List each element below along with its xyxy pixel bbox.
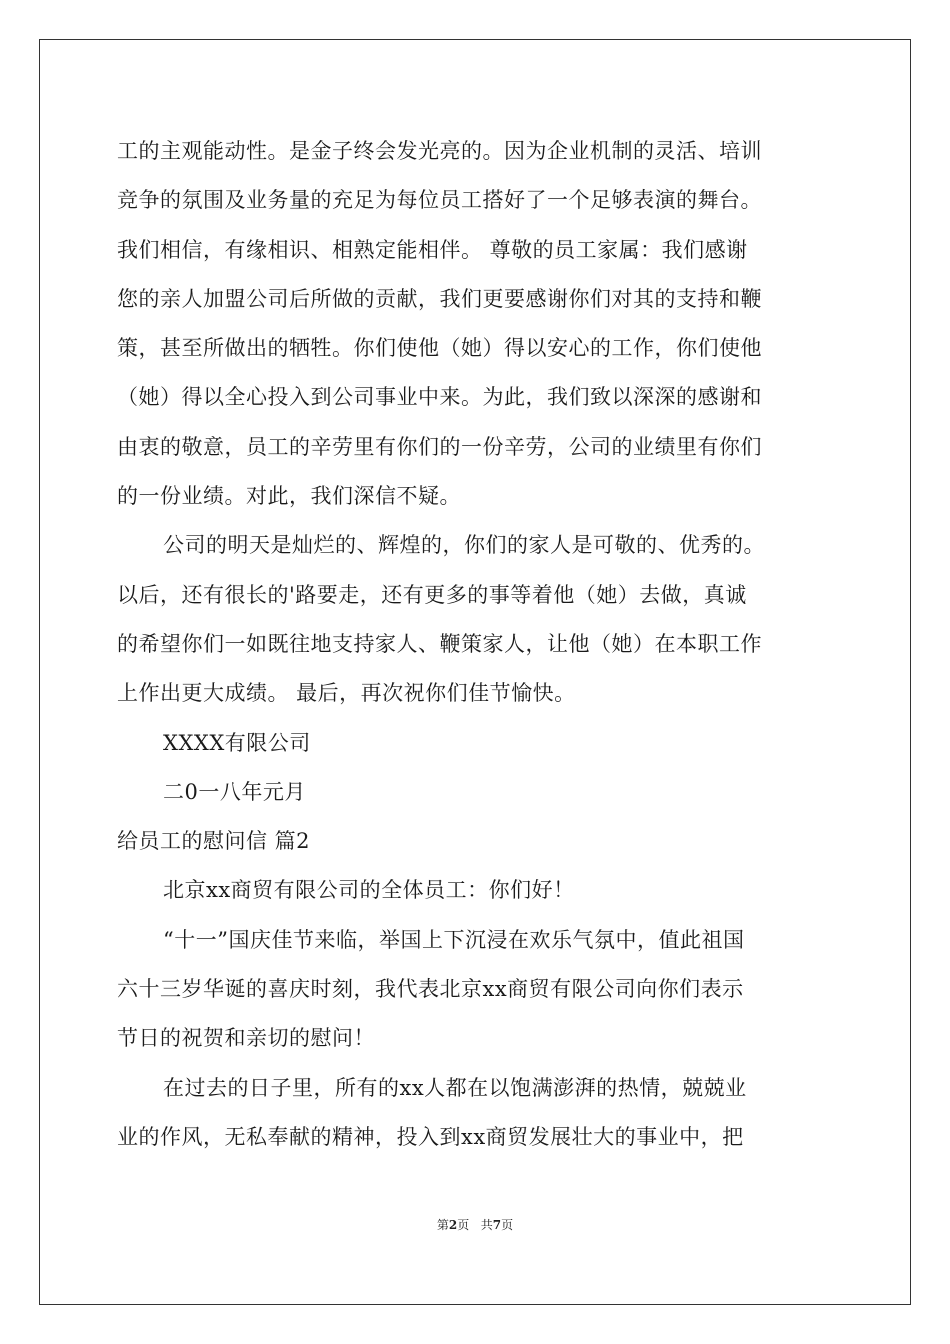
text-line: 二0一八年元月	[163, 779, 306, 804]
text-line: 六十三岁华诞的喜庆时刻，我代表北京xx商贸有限公司向你们表示	[117, 977, 744, 1002]
text-line: 北京xx商贸有限公司的全体员工：你们好！	[163, 878, 575, 903]
text-line: 我们相信，有缘相识、相熟定能相伴。 尊敬的员工家属：我们感谢	[117, 237, 748, 262]
text-line: “十一”国庆佳节来临，举国上下沉浸在欢乐气氛中，值此祖国	[163, 927, 745, 952]
text-line: 给员工的慰问信 篇2	[117, 829, 311, 854]
current-page-number: 2	[448, 1218, 458, 1232]
text-line: 竞争的氛围及业务量的充足为每位员工搭好了一个足够表演的舞台。	[117, 188, 762, 213]
footer-total-prefix: 共	[480, 1218, 493, 1232]
text-line: 上作出更大成绩。 最后，再次祝你们佳节愉快。	[117, 681, 576, 706]
footer-total-suffix: 页	[501, 1218, 514, 1232]
text-line: 公司的明天是灿烂的、辉煌的，你们的家人是可敬的、优秀的。	[163, 533, 765, 558]
text-line: 策，甚至所做出的牺牲。你们使他（她）得以安心的工作，你们使他	[117, 336, 762, 361]
text-line: 节日的祝贺和亲切的慰问！	[117, 1026, 375, 1051]
text-line: 在过去的日子里，所有的xx人都在以饱满澎湃的热情，兢兢业	[163, 1075, 747, 1100]
text-line: （她）得以全心投入到公司事业中来。为此，我们致以深深的感谢和	[117, 385, 762, 410]
total-pages-number: 7	[492, 1218, 502, 1232]
text-line: 工的主观能动性。是金子终会发光亮的。因为企业机制的灵活、培训	[117, 139, 762, 163]
text-line: 业的作风，无私奉献的精神，投入到xx商贸发展壮大的事业中，把	[117, 1124, 744, 1149]
text-line: 以后，还有很长的'路要走，还有更多的事等着他（她）去做，真诚	[117, 582, 747, 607]
text-line: 由衷的敬意，员工的辛劳里有你们的一份辛劳，公司的业绩里有你们	[117, 434, 762, 459]
document-body	[117, 127, 835, 1162]
page-footer	[0, 1217, 950, 1233]
text-line: 您的亲人加盟公司后所做的贡献，我们更要感谢你们对其的支持和鞭	[117, 286, 762, 311]
text-line: 的希望你们一如既往地支持家人、鞭策家人，让他（她）在本职工作	[117, 631, 762, 656]
text-line: XXXX有限公司	[163, 730, 311, 755]
footer-page-suffix: 页	[457, 1218, 470, 1232]
text-line: 的一份业绩。对此，我们深信不疑。	[117, 484, 461, 509]
footer-prefix: 第	[436, 1218, 449, 1232]
